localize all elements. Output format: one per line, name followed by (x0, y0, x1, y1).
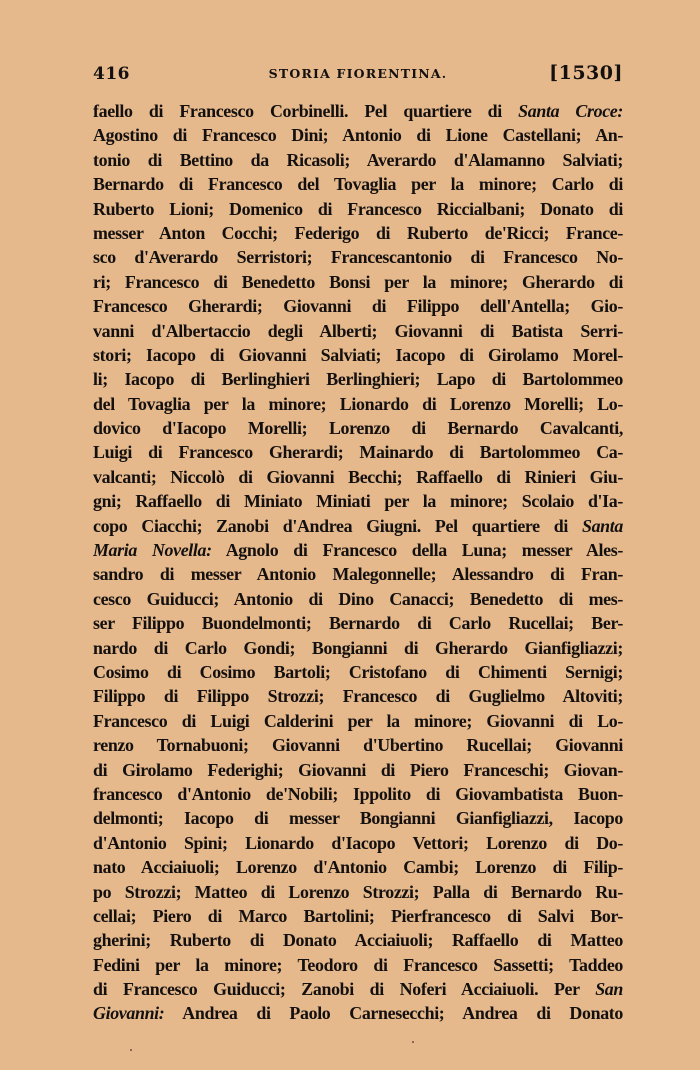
text-line (93, 514, 623, 538)
speck (130, 1049, 132, 1051)
italic-place-name: San (595, 979, 623, 1000)
speck (412, 1041, 414, 1043)
text-line (93, 489, 623, 513)
text-segment: stori; Iacopo di Giovanni Salviati; Iacopo di Girolamo Morel- (93, 344, 623, 365)
text-segment: ser Filippo Buondelmonti; Bernardo di Carlo Rucellai; Ber- (93, 613, 623, 634)
text-line (93, 977, 623, 1001)
text-segment: Francesco di Luigi Calderini per la minore; Giovanni di Lo- (93, 710, 623, 731)
text-segment: valcanti; Niccolò di Giovanni Becchi; Raffaello di Rinieri Giu- (93, 466, 623, 487)
text-line (93, 343, 623, 367)
text-segment: nardo di Carlo Gondi; Bongianni di Gherardo Gianfigliazzi; (93, 637, 623, 658)
text-segment: gherini; Ruberto di Donato Acciaiuoli; Raffaello di Matteo (93, 930, 623, 951)
text-line (93, 294, 623, 318)
page-number: 416 (93, 64, 130, 84)
text-line (93, 684, 623, 708)
text-line (93, 172, 623, 196)
text-line (93, 904, 623, 928)
text-line (93, 806, 623, 830)
text-segment: Fedini per la minore; Teodoro di Francesco Sassetti; Taddeo (93, 954, 623, 975)
text-segment: dovico d'Iacopo Morelli; Lorenzo di Bernardo Cavalcanti, (93, 418, 623, 439)
text-line (93, 660, 623, 684)
text-segment: nato Acciaiuoli; Lorenzo d'Antonio Cambi; Lorenzo di Filip- (93, 857, 623, 878)
text-segment: Francesco Gherardi; Giovanni di Filippo dell'Antella; Gio- (93, 296, 623, 317)
text-segment: Luigi di Francesco Gherardi; Mainardo di Bartolommeo Ca- (93, 442, 623, 463)
text-segment: cesco Guiducci; Antonio di Dino Canacci; Benedetto di mes- (93, 588, 623, 609)
text-segment: francesco d'Antonio de'Nobili; Ippolito di Giovambatista Buon- (93, 783, 623, 804)
text-line (93, 758, 623, 782)
text-segment: Cosimo di Cosimo Bartoli; Cristofano di Chimenti Sernigi; (93, 661, 623, 682)
text-segment: gni; Raffaello di Miniato Miniati per la minore; Scolaio d'Ia- (93, 491, 623, 512)
text-segment: tonio di Bettino da Ricasoli; Averardo d'Alamanno Salviati; (93, 149, 623, 170)
text-segment: copo Ciacchi; Zanobi d'Andrea Giugni. Pel quartiere di (93, 515, 582, 536)
text-segment: sandro di messer Antonio Malegonnelle; Alessandro di Fran- (93, 564, 623, 585)
text-line (93, 953, 623, 977)
text-segment: faello di Francesco Corbinelli. Pel quartiere di (93, 101, 519, 121)
text-line (93, 99, 623, 123)
text-line (93, 587, 623, 611)
text-line (93, 367, 623, 391)
text-line (93, 831, 623, 855)
text-segment: del Tovaglia per la minore; Lionardo di Lorenzo Morelli; Lo- (93, 393, 623, 414)
text-line (93, 928, 623, 952)
text-segment: di Francesco Guiducci; Zanobi di Noferi Acciaiuoli. Per (93, 979, 596, 1000)
text-line (93, 880, 623, 904)
text-segment: sco d'Averardo Serristori; Francescantonio di Francesco No- (93, 247, 623, 268)
italic-place-name: Maria Novella: (93, 540, 212, 561)
text-segment: Filippo di Filippo Strozzi; Francesco di Guglielmo Altoviti; (93, 686, 623, 707)
italic-place-name: Santa (581, 515, 623, 536)
text-line (93, 709, 623, 733)
text-line (93, 221, 623, 245)
text-line (93, 123, 623, 147)
text-line (93, 562, 623, 586)
text-line (93, 855, 623, 879)
text-line (93, 636, 623, 660)
text-line (93, 148, 623, 172)
text-line (93, 611, 623, 635)
text-segment: renzo Tornabuoni; Giovanni d'Ubertino Rucellai; Giovanni (93, 735, 623, 756)
text-line (93, 733, 623, 757)
running-title: STORIA FIORENTINA. (268, 66, 448, 81)
text-line (93, 465, 623, 489)
text-line (93, 538, 623, 562)
text-line (93, 392, 623, 416)
text-segment: Agnolo di Francesco della Luna; messer Ales- (211, 540, 623, 561)
text-segment: li; Iacopo di Berlinghieri Berlinghieri; Lapo di Bartolommeo (93, 369, 623, 390)
text-segment: cellai; Piero di Marco Bartolini; Pierfrancesco di Salvi Bor- (93, 905, 623, 926)
text-segment: Bernardo di Francesco del Tovaglia per la minore; Carlo di (93, 174, 623, 195)
text-line (93, 197, 623, 221)
italic-place-name: Santa Croce: (518, 101, 623, 121)
text-segment: d'Antonio Spini; Lionardo d'Iacopo Vettori; Lorenzo di Do- (93, 832, 623, 853)
text-line (93, 440, 623, 464)
year-marker: [1530] (549, 62, 623, 84)
text-segment: vanni d'Albertaccio degli Alberti; Giovanni di Batista Serri- (93, 320, 623, 341)
text-line (93, 1001, 623, 1025)
text-segment: Agostino di Francesco Dini; Antonio di Lione Castellani; An- (93, 125, 623, 146)
text-segment: Ruberto Lioni; Domenico di Francesco Riccialbani; Donato di (93, 198, 623, 219)
italic-place-name: Giovanni: (93, 1003, 165, 1024)
text-segment: messer Anton Cocchi; Federigo di Ruberto de'Ricci; France- (93, 222, 623, 243)
text-segment: po Strozzi; Matteo di Lorenzo Strozzi; Palla di Bernardo Ru- (93, 881, 623, 902)
text-line (93, 270, 623, 294)
text-line (93, 782, 623, 806)
text-line (93, 245, 623, 269)
running-head (93, 64, 623, 90)
text-line (93, 416, 623, 440)
body-text (93, 99, 623, 1026)
text-segment: Andrea di Paolo Carnesecchi; Andrea di Donato (164, 1003, 623, 1024)
text-segment: delmonti; Iacopo di messer Bongianni Gianfigliazzi, Iacopo (93, 808, 623, 829)
text-line (93, 319, 623, 343)
text-segment: ri; Francesco di Benedetto Bonsi per la minore; Gherardo di (93, 271, 623, 292)
text-segment: di Girolamo Federighi; Giovanni di Piero Franceschi; Giovan- (93, 759, 623, 780)
